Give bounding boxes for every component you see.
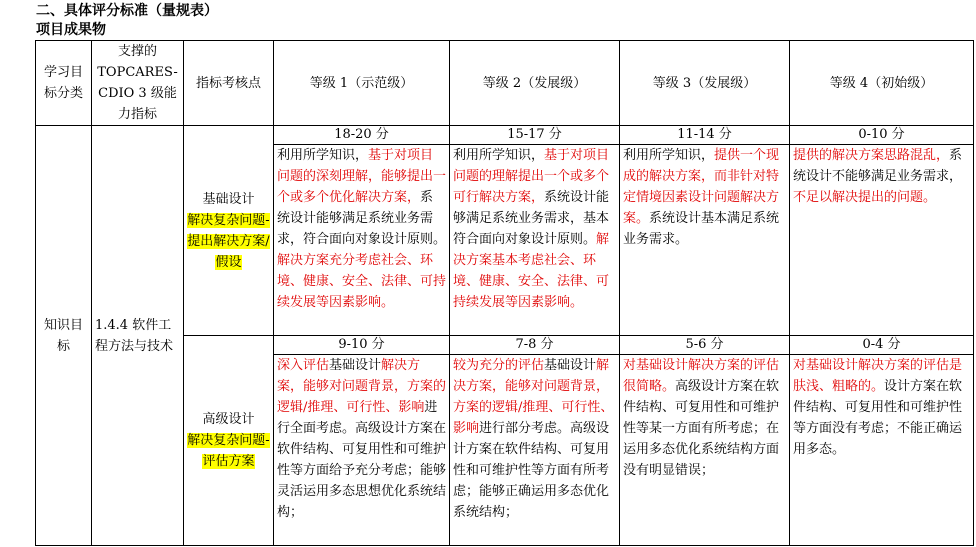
red-text-segment: 基于对项目问题的深刻理解，能够提出一个或多个优化解决方案， [277,148,447,205]
text-segment: 基础设计 [544,358,597,373]
point-basic-highlight: 解决复杂问题-提出解决方案/假设 [187,212,270,270]
desc-cell [450,145,620,336]
text-segment: 高级设计方案在软件结构、可复用性和可维护性等某一方面有所考虑；在运用多态优化系统结构方面没有明显错误； [623,379,780,478]
score-cell: 15-17 分 [450,126,620,145]
text-segment: 系统设计不能够满足业务需求， [793,148,963,184]
header-indicator: 支撑的TOPCARES-CDIO 3 级能力指标 [92,41,184,126]
text-segment: 进行部分考虑。高级设计方案在软件结构、可复用性和可维护性等方面有所考虑；能够正确运用多态优化系统结构； [453,421,610,520]
score-cell: 7-8 分 [450,336,620,355]
section-heading: 二、具体评分标准（量规表） [36,3,218,19]
red-text-segment: 解决方案基本考虑社会、环境、健康、安全、法律、可持续发展等因素影响。 [453,232,610,310]
red-text-segment: 解决方案，能够对问题背景，方案的逻辑/推理、可行性、影响 [453,358,614,436]
text-segment: 系统设计能够满足系统业务需求，符合面向对象设计原则。 [277,190,447,247]
text-segment: 设计方案在软件结构、可复用性和可维护性等方面没有考虑；不能正确运用多态。 [793,379,963,457]
score-cell: 9-10 分 [274,336,450,355]
text-segment: 基础设计 [329,358,382,373]
red-text-segment: 对基础设计 [623,358,689,373]
header-row [36,41,974,126]
desc-cell [790,145,974,336]
text-segment: 利用所学知识， [623,148,715,163]
assessment-point-basic [184,126,274,336]
point-advanced-title: 高级设计 [202,412,255,427]
text-segment: 系统设计基本满足系统业务需求。 [623,211,780,247]
desc-cell [274,145,450,336]
red-text-segment: 解决方案，能够对问题背景，方案的逻辑/推理、可行性、影响 [277,358,447,415]
rubric-table [35,40,974,546]
capability-indicator: 1.4.4 软件工程方法与技术 [92,126,184,546]
red-text-segment: 提供一个现成的解决方案，而非针对特定情境因素设计问题解决方案。 [623,148,780,226]
text-segment: 利用所学知识， [453,148,545,163]
text-segment: 利用所学知识， [277,148,369,163]
red-text-segment: 对基础设计解决方案的评估是肤浅、粗略的。 [793,358,963,394]
score-cell: 18-20 分 [274,126,450,145]
score-cell: 0-4 分 [790,336,974,355]
score-cell: 0-10 分 [790,126,974,145]
assessment-point-advanced [184,336,274,546]
red-text-segment: 解决方案充分考虑社会、环境、健康、安全、法律、可持续发展等因素影响。 [277,253,447,310]
red-text-segment: 不足以解决提出的问题。 [793,190,937,205]
desc-cell [620,355,790,546]
red-text-segment: 较为充分的评估 [453,358,545,373]
header-level-1: 等级 1（示范级） [274,41,450,126]
sub-heading: 项目成果物 [36,22,106,38]
score-cell: 5-6 分 [620,336,790,355]
desc-cell [450,355,620,546]
text-segment: 系统设计能够满足系统业务需求，基本符合面向对象设计原则。 [453,190,610,247]
header-point: 指标考核点 [184,41,274,126]
score-row-1 [36,126,974,145]
red-text-segment: 解决方案的评估很简略。 [623,358,780,394]
desc-cell [620,145,790,336]
desc-cell [274,355,450,546]
red-text-segment: 深入评估 [277,358,330,373]
red-text-segment: 提供的解决方案思路混乱， [793,148,950,163]
text-segment: 进行全面考虑。高级设计方案在软件结构、可复用性和可维护性等方面给予充分考虑；能够灵活运用多态思想优化系统结构； [277,400,447,520]
red-text-segment: 基于对项目问题的理解提出一个或多个可行解决方案， [453,148,610,205]
score-cell: 11-14 分 [620,126,790,145]
header-level-3: 等级 3（发展级） [620,41,790,126]
header-category: 学习目标分类 [36,41,92,126]
header-level-4: 等级 4（初始级） [790,41,974,126]
point-advanced-highlight: 解决复杂问题-评估方案 [187,433,270,469]
learning-category: 知识目标 [36,126,92,546]
header-level-2: 等级 2（发展级） [450,41,620,126]
desc-cell [790,355,974,546]
point-basic-title: 基础设计 [202,191,255,207]
